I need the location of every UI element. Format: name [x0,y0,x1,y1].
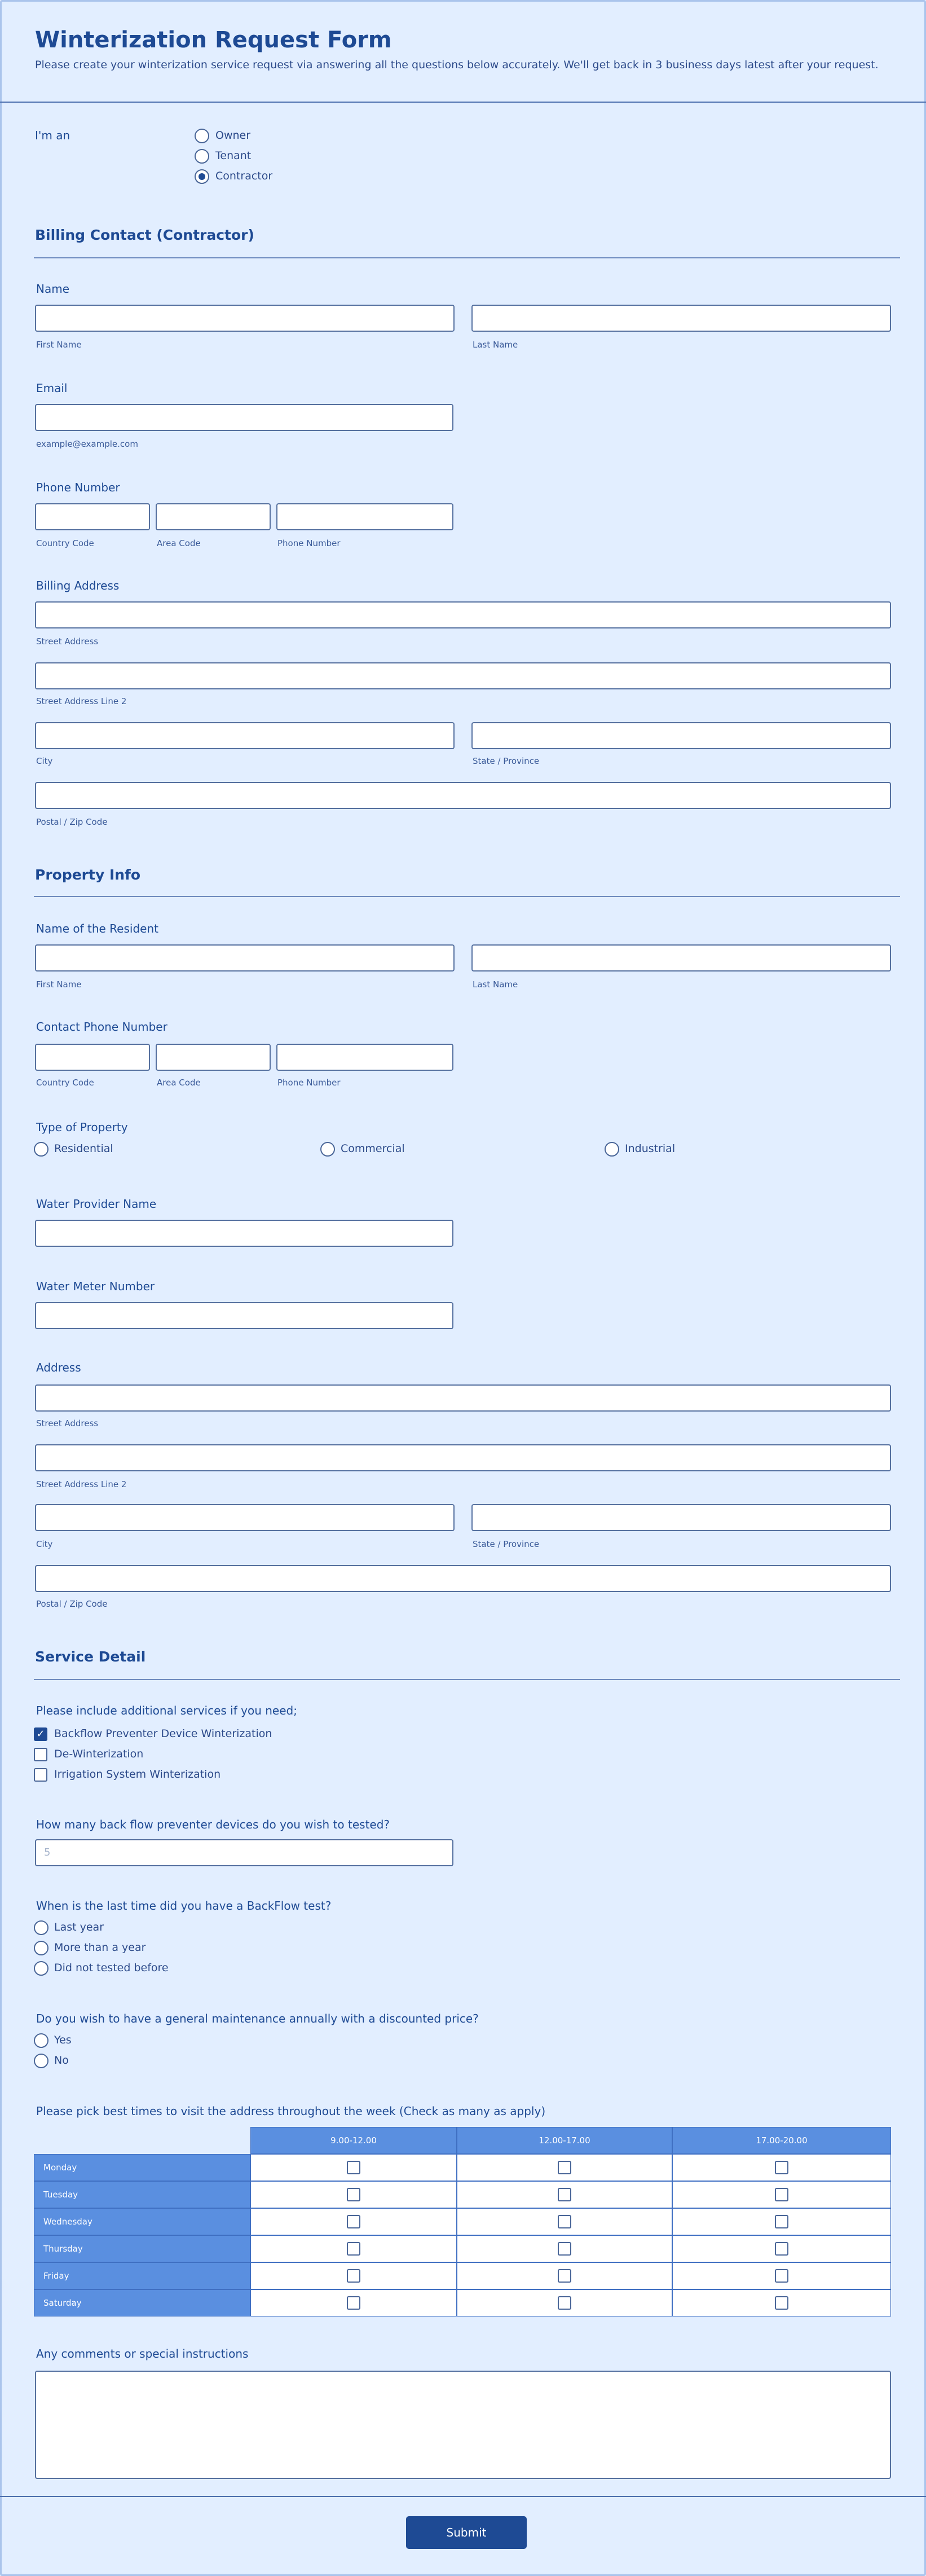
property-street-sub: Street Address [36,1418,99,1428]
billing-last-name-sub: Last Name [473,340,518,350]
water-provider-input[interactable] [35,1220,453,1247]
grid-cell [250,2235,457,2262]
devices-count-label: How many back flow preventer devices do you wish to tested? [36,1818,390,1831]
time-slot-checkbox[interactable] [347,2215,360,2228]
grid-cell [672,2181,891,2208]
time-slot-header: 12.00-17.00 [457,2127,672,2154]
time-slot-checkbox[interactable] [775,2296,788,2310]
billing-street-input[interactable] [35,601,891,628]
role-option-contractor: Contractor [215,170,273,182]
additional-service-checkbox-dewinterization[interactable] [34,1748,47,1761]
time-slot-checkbox[interactable] [558,2188,571,2201]
resident-last-name-input[interactable] [471,944,891,972]
billing-email-input[interactable] [35,404,453,431]
grid-cell [672,2208,891,2235]
maintenance-radio-no[interactable] [34,2054,48,2068]
grid-cell [457,2154,672,2181]
role-option-owner: Owner [215,129,251,142]
time-slot-checkbox[interactable] [347,2188,360,2201]
role-radio-owner[interactable] [195,129,209,143]
role-radio-tenant[interactable] [195,149,209,164]
header-divider [0,102,926,103]
maintenance-label: Do you wish to have a general maintenance annually with a discounted price? [36,2012,479,2025]
billing-postal-input[interactable] [35,782,891,809]
role-radio-contractor[interactable] [195,169,209,184]
billing-phone-number-input[interactable] [276,503,453,530]
billing-area-code-sub: Area Code [157,538,201,548]
contact-country-code-sub: Country Code [36,1078,94,1088]
maintenance-radio-yes[interactable] [34,2033,48,2048]
billing-email-label: Email [36,381,68,395]
service-section-title: Service Detail [35,1649,146,1665]
submit-button[interactable]: Submit [406,2516,527,2549]
property-type-radio-residential[interactable] [34,1142,48,1157]
devices-count-input[interactable]: 5 [35,1839,453,1866]
day-row-label: Wednesday [34,2208,250,2235]
grid-cell [672,2235,891,2262]
time-slot-checkbox[interactable] [558,2215,571,2228]
property-street2-sub: Street Address Line 2 [36,1479,127,1489]
visit-times-label: Please pick best times to visit the address throughout the week (Check as many as apply) [36,2104,546,2118]
time-slot-checkbox[interactable] [775,2242,788,2256]
grid-cell [457,2289,672,2316]
time-slot-checkbox[interactable] [558,2242,571,2256]
day-row-label: Thursday [34,2235,250,2262]
service-divider [34,1679,900,1680]
property-type-radio-industrial[interactable] [605,1142,619,1157]
contact-phone-number-sub: Phone Number [277,1078,341,1088]
maintenance-no: No [54,2054,69,2067]
resident-first-name-sub: First Name [36,979,82,990]
contact-country-code-input[interactable] [35,1044,150,1071]
grid-cell [250,2181,457,2208]
billing-section-title: Billing Contact (Contractor) [35,227,254,243]
water-provider-label: Water Provider Name [36,1197,157,1211]
additional-service-backflow: Backflow Preventer Device Winterization [54,1727,272,1740]
last-test-last-year: Last year [54,1921,104,1933]
billing-phone-label: Phone Number [36,481,120,494]
grid-cell [457,2235,672,2262]
property-type-commercial: Commercial [341,1142,405,1155]
day-row-label: Tuesday [34,2181,250,2208]
last-test-label: When is the last time did you have a BackFlow test? [36,1899,332,1913]
time-slot-header: 9.00-12.00 [250,2127,457,2154]
time-slot-checkbox[interactable] [347,2296,360,2310]
maintenance-yes: Yes [54,2034,72,2046]
grid-cell [250,2208,457,2235]
billing-first-name-sub: First Name [36,340,82,350]
time-slot-checkbox[interactable] [775,2161,788,2174]
billing-area-code-input[interactable] [156,503,271,530]
last-test-radio-last-year[interactable] [34,1920,48,1935]
billing-divider [34,257,900,258]
additional-service-dewinterization: De-Winterization [54,1748,144,1760]
last-test-radio-never[interactable] [34,1961,48,1976]
form-title: Winterization Request Form [35,27,392,53]
time-slot-checkbox[interactable] [347,2161,360,2174]
role-option-tenant: Tenant [215,150,252,162]
property-city-sub: City [36,1539,53,1549]
day-row-label: Friday [34,2262,250,2289]
billing-name-label: Name [36,282,70,296]
grid-cell [457,2208,672,2235]
billing-phone-number-sub: Phone Number [277,538,341,548]
grid-cell [457,2262,672,2289]
day-row-label: Saturday [34,2289,250,2316]
grid-cell [672,2262,891,2289]
property-type-radio-commercial[interactable] [320,1142,335,1157]
additional-services-label: Please include additional services if you need; [36,1704,297,1717]
grid-cell [672,2154,891,2181]
resident-first-name-input[interactable] [35,944,455,972]
property-postal-sub: Postal / Zip Code [36,1599,108,1609]
time-slot-checkbox[interactable] [775,2215,788,2228]
time-slot-checkbox[interactable] [558,2296,571,2310]
contact-area-code-sub: Area Code [157,1078,201,1088]
comments-textarea[interactable] [35,2371,891,2479]
comments-label: Any comments or special instructions [36,2347,249,2360]
property-address-label: Address [36,1361,81,1374]
form-description: Please create your winterization service request via answering all the questions below accurately. We'll get back in 3 business days latest after your request. [35,59,879,71]
water-meter-input[interactable] [35,1302,453,1329]
billing-postal-sub: Postal / Zip Code [36,817,108,827]
property-city-input[interactable] [35,1504,455,1531]
time-slot-checkbox[interactable] [775,2269,788,2283]
property-state-input[interactable] [471,1504,891,1531]
resident-last-name-sub: Last Name [473,979,518,990]
contact-area-code-input[interactable] [156,1044,271,1071]
last-test-radio-more-than-year[interactable] [34,1941,48,1955]
contact-phone-label: Contact Phone Number [36,1020,167,1034]
billing-street2-sub: Street Address Line 2 [36,696,127,706]
property-type-residential: Residential [54,1142,113,1155]
property-street2-input[interactable] [35,1444,891,1471]
grid-cell [250,2154,457,2181]
additional-service-checkbox-backflow[interactable] [34,1727,47,1741]
role-label: I'm an [35,129,70,142]
billing-state-sub: State / Province [473,756,540,766]
time-slot-header: 17.00-20.00 [672,2127,891,2154]
billing-country-code-input[interactable] [35,503,150,530]
time-slot-checkbox[interactable] [558,2161,571,2174]
time-slot-checkbox[interactable] [347,2269,360,2283]
billing-street2-input[interactable] [35,662,891,689]
property-street-input[interactable] [35,1384,891,1412]
grid-cell [457,2181,672,2208]
property-section-title: Property Info [35,867,141,883]
footer-divider [0,2496,926,2497]
additional-service-irrigation: Irrigation System Winterization [54,1768,221,1781]
time-slot-checkbox[interactable] [775,2188,788,2201]
day-row-label: Monday [34,2154,250,2181]
last-test-more-than-year: More than a year [54,1941,146,1954]
property-type-industrial: Industrial [625,1142,676,1155]
grid-cell [250,2262,457,2289]
billing-first-name-input[interactable] [35,305,455,332]
additional-service-checkbox-irrigation[interactable] [34,1768,47,1782]
property-type-label: Type of Property [36,1120,128,1134]
water-meter-label: Water Meter Number [36,1280,155,1293]
billing-email-sub: example@example.com [36,439,138,449]
billing-last-name-input[interactable] [471,305,891,332]
property-postal-input[interactable] [35,1565,891,1592]
billing-country-code-sub: Country Code [36,538,94,548]
property-divider [34,896,900,897]
check-icon: ✓ [36,1728,45,1740]
contact-phone-number-input[interactable] [276,1044,453,1071]
last-test-never: Did not tested before [54,1962,169,1974]
billing-city-input[interactable] [35,722,455,749]
time-slot-checkbox[interactable] [347,2242,360,2256]
time-slot-checkbox[interactable] [558,2269,571,2283]
billing-state-input[interactable] [471,722,891,749]
grid-cell [672,2289,891,2316]
billing-address-label: Billing Address [36,579,120,592]
billing-city-sub: City [36,756,53,766]
grid-cell [250,2289,457,2316]
property-state-sub: State / Province [473,1539,540,1549]
resident-name-label: Name of the Resident [36,922,158,935]
billing-street-sub: Street Address [36,636,99,647]
